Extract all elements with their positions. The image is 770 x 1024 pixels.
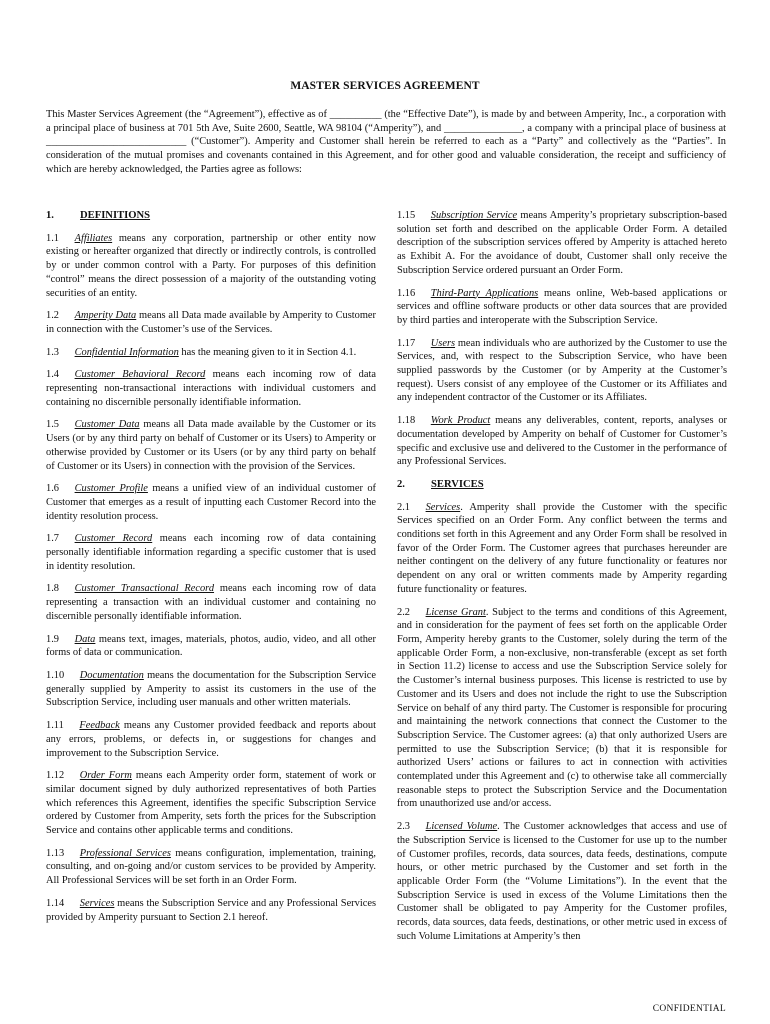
clause-1-14 (46, 897, 376, 924)
defined-term: Subscription Service (430, 210, 518, 221)
clause-number: 1.14 (46, 897, 65, 909)
clause-number: 1.16 (397, 287, 416, 299)
clause-1-12 (46, 769, 376, 838)
defined-term: Third-Party Applications (430, 287, 539, 299)
clause-number: 2.2 (397, 606, 410, 618)
clause-text: means each incoming row of data representing non-transactional interactions with individual customers and containing no discernible personally identifiable information. (46, 369, 376, 408)
defined-term: Professional Services (79, 847, 171, 859)
clause-number: 1.2 (46, 310, 59, 322)
clause-1-7 (46, 532, 376, 573)
document-title: MASTER SERVICES AGREEMENT (290, 80, 480, 92)
defined-term: Services (425, 501, 461, 513)
clause-number: 1.6 (46, 483, 59, 495)
clause-1-1 (46, 232, 376, 301)
defined-term: Services (79, 897, 115, 909)
clause-text: means any deliverables, content, reports, analyses or documentation developed by Amperity on behalf of Customer for Customer’s specific and exclusive use and delivered to the Customer in the performance of any Professional Services. (397, 415, 727, 468)
defined-term: Documentation (79, 669, 144, 681)
clause-1-5 (46, 418, 376, 473)
clause-1-10 (46, 669, 376, 710)
clause-text: means any Customer provided feedback and reports about any errors, problems, or defects in, or suggestions for changes and improvement to the Subscription Service. (46, 720, 376, 759)
clause-number: 1.7 (46, 533, 59, 545)
defined-term: Customer Transactional Record (74, 583, 215, 595)
clause-1-9 (46, 633, 376, 660)
defined-term: Users (430, 337, 456, 349)
clause-number: 1.1 (46, 232, 59, 244)
defined-term: Amperity Data (74, 310, 137, 322)
clause-text: means text, images, materials, photos, audio, video, and all other forms of data or communication. (46, 633, 376, 659)
clause-number: 1.13 (46, 847, 65, 859)
defined-term: Data (74, 633, 96, 645)
clause-text: means each Amperity order form, statement of work or similar document signed by duly authorized representatives of both Parties which references this Agreement, identifies the specific Subscription Service ordered by Customer from Amperity, sets forth the prices for the Subscription Service and contains other applicable terms and conditions. (46, 770, 377, 837)
clause-text: means all Data made available by the Customer or its Users (or by any third party on behalf of Customer or its Users) to Amperity or otherwise provided by Customer or its Users (or by any third party on behalf of Customer or its Users) in connection with the provision of the Services. (46, 419, 376, 472)
confidential-footer: CONFIDENTIAL (652, 1004, 726, 1014)
clause-number: 1.10 (46, 669, 65, 681)
defined-term: Work Product (430, 415, 491, 427)
left-clause-list (46, 232, 376, 925)
clause-number: 1.17 (397, 337, 416, 349)
clause-text: . The Customer acknowledges that access and use of the Subscription Service is licensed to the Customer for use up to the number of Customer profiles, records, data sources, data feeds, destinations, compute hours, or other metric purchased by the Customer and set forth in the applicable Order Form (the “Volume Limitations”). In the event that the Subscription Service is used in excess of the Volume Limitations then the Customer shall be obligated to pay Amperity for the Customer profiles, records, data sources, data feeds, destinations, or other metric used in excess of such Volume Limitations at Amperity’s then (397, 821, 728, 942)
clause-1-18 (397, 414, 727, 469)
defined-term: Licensed Volume (425, 821, 498, 833)
clause-1-17 (397, 337, 727, 406)
defined-term: Customer Behavioral Record (74, 369, 206, 381)
clause-number: 1.4 (46, 369, 59, 381)
section-heading-definitions (46, 209, 376, 223)
defined-term: Order Form (79, 770, 132, 782)
clause-2-2 (397, 606, 727, 812)
clause-number: 2.1 (397, 501, 410, 513)
right-column (397, 209, 727, 952)
clause-1-13 (46, 847, 376, 888)
clause-number: 2.3 (397, 821, 410, 833)
clause-2-3 (397, 820, 727, 943)
clause-1-15 (397, 209, 727, 278)
defined-term: Customer Record (74, 533, 153, 545)
clause-text: . Subject to the terms and conditions of this Agreement, and in consideration for the payment of fees set forth on the applicable Order Form, Amperity hereby grants to the Customer, solely during the term of the applicable Order Form, a non-exclusive, non-transferable (except as set forth in Section 11.2) license to access and use the Subscription Service solely for the Customer’s internal business purposes. This license is restricted to use by Customer and its Users and does not include the right to use the Subscription Service on behalf of any third party. The Customer is responsible for procuring and maintaining the network connections that connect the Customer to the Subscription Service. The Customer agrees: (a) that only authorized Users are permitted to use the Subscription Service; (b) that it is responsible for authorized Users’ actions or failures to act in connection with activities contemplated under this Agreement and (c) to otherwise take all commercially reasonable steps to protect the Subscription Service and the Documentation from unauthorized use and/or access. (397, 606, 727, 810)
clause-text: mean individuals who are authorized by the Customer to use the Services, and, with respect to the Subscription Service, who have been supplied passwords by the Customer (or by Amperity at the Customer’s request). Users consist of any employee of the Customer or its Affiliates and any independent contractor of the Customer or its Affiliates. (397, 337, 727, 404)
defined-term: Customer Profile (74, 483, 148, 495)
left-column (46, 209, 376, 933)
clause-text: means Amperity’s proprietary subscription-based solution set forth and described on the applicable Order Form. A detailed description of the subscription services offered by Amperity is attached hereto as Exhibit A. For the avoidance of doubt, Customer shall only receive the Subscription Service ordered pursuant an Order Form. (397, 210, 727, 276)
section-title: DEFINITIONS (80, 210, 151, 221)
clause-1-11 (46, 719, 376, 760)
right-clause-list-definitions (397, 209, 727, 469)
clause-text: . Amperity shall provide the Customer with the specific Services specified on an Order Form. Any conflict between the terms and conditions set forth in this Agreement and any Order Form shall be resolved in favor of the Order Form. The Customer agrees that purchases hereunder are neither contingent on the delivery of any future functionality or features nor dependent on any oral or written comments made by Amperity regarding future functionality or features. (397, 501, 727, 595)
clause-1-2 (46, 309, 376, 336)
clause-number: 1.9 (46, 633, 59, 645)
clause-1-4 (46, 368, 376, 409)
clause-1-3 (46, 346, 376, 360)
intro-paragraph: This Master Services Agreement (the “Agreement”), effective as of __________ (the “Effective Date”), is made by and between Amperity, Inc., a corporation with a principal place of business at 701 5th Ave, Suite 2600, Seattle, WA 98104 (“Amperity”), and _______________, a company with a principal place of business at ___________________________ (“Customer”). Amperity and Customer shall herein be referred to each as a “Party” and collectively as the “Parties”. In consideration of the mutual promises and covenants contained in this Agreement, and for other good and valuable consideration, the receipt and sufficiency of which are hereby acknowledged, the Parties agree as follows: (46, 109, 726, 175)
clause-1-16 (397, 287, 727, 328)
clause-text: means a unified view of an individual customer of Customer that emerges as a result of inputting each Customer Record into the identity resolution process. (46, 483, 376, 522)
clause-text: means the documentation for the Subscription Service generally supplied by Amperity to assist its customers in the use of the Subscription Service, including user manuals and other written materials. (46, 669, 376, 709)
clause-number: 1.8 (46, 583, 59, 595)
clause-text: means configuration, implementation, training, consulting, and on-going and/or custom services to be provided by Amperity. All Professional Services will be set forth in an Order Form. (46, 847, 376, 887)
clause-text: means each incoming row of data containing personally identifiable information regarding a specific customer that is used in identity resolution. (46, 533, 376, 572)
defined-term: Feedback (79, 720, 120, 732)
clause-2-1 (397, 501, 727, 597)
clause-number: 1.15 (397, 210, 416, 221)
clause-number: 1.12 (46, 770, 65, 782)
section-number: 1. (46, 210, 54, 221)
section-number: 2. (397, 478, 405, 490)
section-title: SERVICES (431, 478, 484, 490)
clause-1-6 (46, 482, 376, 523)
defined-term: Customer Data (74, 419, 140, 431)
right-clause-list-services (397, 501, 727, 944)
defined-term: License Grant (425, 606, 486, 618)
clause-text: means each incoming row of data representing a transaction with an individual customer and containing no discernible personally identifiable information. (46, 583, 376, 622)
clause-text: means the Subscription Service and any Professional Services provided by Amperity pursuant to Section 2.1 hereof. (46, 897, 376, 923)
clause-1-8 (46, 582, 376, 623)
clause-text: means all Data made available by Amperity to Customer in connection with the Customer’s use of the Services. (46, 310, 376, 335)
clause-text: means online, Web-based applications or services and offline software products or other data sources that are provided by third parties and interoperate with the Subscription Service. (397, 287, 727, 326)
clause-number: 1.5 (46, 419, 59, 431)
section-heading-services (397, 478, 727, 492)
defined-term: Confidential Information (74, 346, 179, 358)
clause-number: 1.3 (46, 346, 59, 358)
clause-number: 1.18 (397, 415, 416, 427)
clause-number: 1.11 (46, 720, 64, 732)
clause-text: means any corporation, partnership or other entity now existing or hereafter organized that directly or indirectly controls, is controlled by or under common control with a Party. For purposes of this definition “control” means the direct possession of a majority of the outstanding voting securities of an entity. (46, 232, 376, 299)
clause-text: has the meaning given to it in Section 4.1. (178, 346, 357, 358)
defined-term: Affiliates (74, 232, 113, 244)
